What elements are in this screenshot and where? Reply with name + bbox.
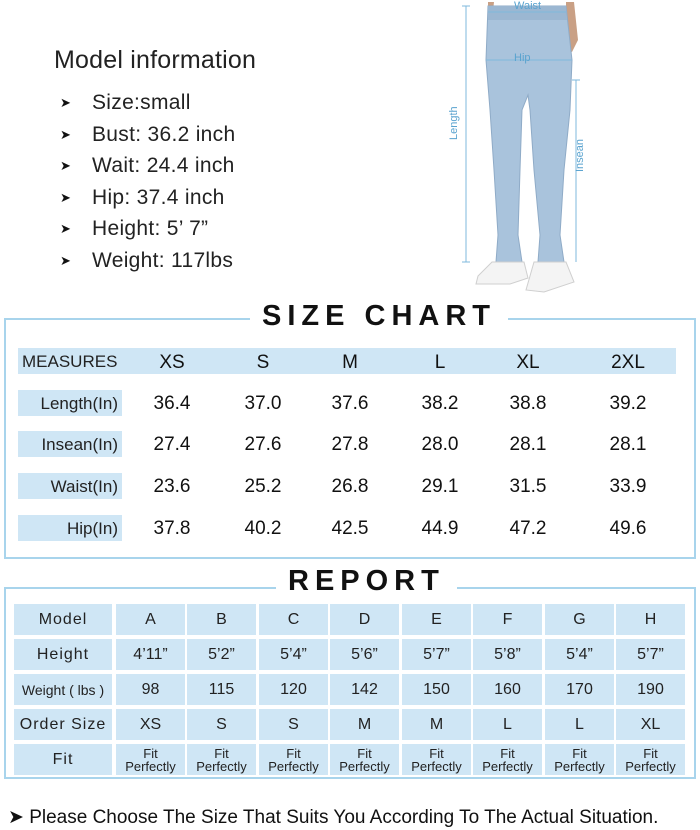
fit-line: Fit — [357, 745, 372, 761]
report-cell: D — [330, 604, 399, 635]
report-cell: H — [616, 604, 685, 635]
report-row-label: Model — [14, 604, 112, 635]
report-fit-cell — [187, 744, 256, 775]
model-info-item: ➤ Hip: 37.4 inch — [54, 182, 256, 214]
model-info-item: ➤ Bust: 36.2 inch — [54, 119, 256, 151]
size-chart-row-label: Hip(In) — [66, 519, 118, 538]
model-info-heading: Model information — [54, 46, 257, 74]
size-chart-row-label: Waist(In) — [50, 477, 118, 496]
report-fit-cell — [616, 744, 685, 775]
model-info-list — [54, 87, 256, 276]
size-chart-cell: 42.5 — [331, 518, 369, 539]
size-chart-cell: 27.6 — [244, 434, 282, 455]
model-info-item: ➤ Size:small — [54, 87, 256, 119]
fit-line: Perfectly — [625, 758, 676, 774]
size-chart-cell: 29.1 — [421, 476, 459, 497]
size-chart-header-size: M — [342, 352, 358, 373]
hip-label: Hip — [514, 52, 531, 64]
size-chart-cell: 38.8 — [509, 393, 547, 414]
size-chart-header-size: XS — [159, 352, 185, 373]
model-info-item: ➤ Wait: 24.4 inch — [54, 150, 256, 182]
size-chart-cell: 37.8 — [153, 518, 191, 539]
fit-line: Fit — [643, 745, 658, 761]
fit-line: Perfectly — [268, 758, 319, 774]
size-chart-header-size: L — [434, 352, 446, 373]
report-cell: 4’11” — [116, 639, 185, 670]
size-chart-header-size: XL — [516, 352, 540, 373]
report-fit-cell — [116, 744, 185, 775]
pants-shape — [486, 6, 572, 262]
insean-label: Insean — [574, 138, 586, 172]
report-cell: F — [473, 604, 542, 635]
footer-note: ➤ Please Choose The Size That Suits You According To The Actual Situation. — [8, 807, 659, 828]
right-shoe — [526, 262, 574, 292]
left-shoe — [476, 262, 528, 284]
size-chart-cell: 27.4 — [153, 434, 191, 455]
size-chart-cell: 33.9 — [609, 476, 647, 497]
report-cell: XL — [616, 709, 685, 740]
report-cell: 190 — [616, 674, 685, 705]
fit-line: Fit — [500, 745, 515, 761]
report-row-label: Height — [14, 639, 112, 670]
size-chart-cell: 28.1 — [609, 434, 647, 455]
report-cell: 5’4” — [259, 639, 328, 670]
report-cell: B — [187, 604, 256, 635]
report-cell: 5’4” — [545, 639, 614, 670]
report-cell: 5’7” — [402, 639, 471, 670]
report-cell: L — [545, 709, 614, 740]
fit-line: Perfectly — [125, 758, 176, 774]
fit-line: Perfectly — [411, 758, 462, 774]
report-cell: 5’6” — [330, 639, 399, 670]
model-information — [54, 46, 256, 276]
size-chart-header-size: S — [256, 352, 270, 373]
size-chart-cell: 23.6 — [153, 476, 191, 497]
size-chart-cell: 37.0 — [244, 393, 282, 414]
report-cell: L — [473, 709, 542, 740]
report-cell: XS — [116, 709, 185, 740]
fit-line: Fit — [143, 745, 158, 761]
size-chart-title: SIZE CHART — [250, 300, 508, 333]
report-fit-cell — [402, 744, 471, 775]
fit-line: Perfectly — [339, 758, 390, 774]
size-chart-cell: 47.2 — [509, 518, 547, 539]
fit-line: Perfectly — [196, 758, 247, 774]
arrowhead-right-icon: ➤ — [60, 126, 72, 142]
size-chart-cell: 37.6 — [331, 393, 369, 414]
report-cell: S — [187, 709, 256, 740]
waist-label: Waist — [514, 0, 542, 12]
size-chart-cell: 40.2 — [244, 518, 282, 539]
size-chart-cell: 27.8 — [331, 434, 369, 455]
arrowhead-right-icon: ➤ — [60, 221, 72, 236]
report-fit-cell — [473, 744, 542, 775]
arrowhead-right-icon: ➤ — [60, 252, 72, 268]
size-chart-cell: 26.8 — [331, 476, 369, 497]
fit-line: Perfectly — [482, 758, 533, 774]
report-cell: 115 — [187, 674, 256, 705]
report-row-label: Weight ( lbs ) — [14, 674, 112, 705]
fit-line: Fit — [286, 745, 301, 761]
report-cell: S — [259, 709, 328, 740]
report-cell: 5’7” — [616, 639, 685, 670]
report-cell: E — [402, 604, 471, 635]
report-fit-cell — [259, 744, 328, 775]
size-chart-cell: 39.2 — [609, 393, 647, 414]
report-row-label: Fit — [14, 744, 112, 775]
report-cell: 160 — [473, 674, 542, 705]
report-cell: 142 — [330, 674, 399, 705]
fit-line: Fit — [572, 745, 587, 761]
length-label: Length — [448, 106, 460, 140]
size-chart-cell: 31.5 — [509, 476, 547, 497]
report-cell: 5’2” — [187, 639, 256, 670]
report-cell: 98 — [116, 674, 185, 705]
size-chart-row-label: Insean(In) — [41, 435, 118, 454]
report-cell: M — [330, 709, 399, 740]
size-chart-cell: 36.4 — [153, 393, 191, 414]
report-cell: 120 — [259, 674, 328, 705]
arrowhead-right-icon: ➤ — [60, 189, 72, 205]
model-info-item: ➤ Weight: 117lbs — [54, 245, 256, 277]
report-fit-cell — [330, 744, 399, 775]
size-chart-header-size: 2XL — [611, 352, 645, 373]
size-chart-row-label: Length(In) — [40, 394, 118, 413]
report-fit-cell — [545, 744, 614, 775]
size-chart-cell: 28.1 — [509, 434, 547, 455]
size-chart-header-measures: MEASURES — [22, 352, 118, 371]
arrowhead-right-icon: ➤ — [60, 95, 72, 110]
report-cell: C — [259, 604, 328, 635]
report-cell: 150 — [402, 674, 471, 705]
report-cell: 170 — [545, 674, 614, 705]
report-cell: A — [116, 604, 185, 635]
report-cell: M — [402, 709, 471, 740]
size-chart-cell: 44.9 — [421, 518, 459, 539]
arrowhead-right-icon: ➤ — [60, 158, 72, 173]
size-chart-cell: 49.6 — [609, 518, 647, 539]
size-chart-cell: 38.2 — [421, 393, 459, 414]
pants-illustration — [448, 0, 598, 300]
report-row-label: Order Size — [14, 709, 112, 740]
fit-line: Fit — [214, 745, 229, 761]
model-info-item: ➤ Height: 5’ 7” — [54, 213, 256, 245]
size-chart-cell: 25.2 — [244, 476, 282, 497]
report-title: REPORT — [276, 565, 457, 598]
report-cell: 5’8” — [473, 639, 542, 670]
fit-line: Fit — [429, 745, 444, 761]
size-chart-cell: 28.0 — [421, 434, 459, 455]
report-cell: G — [545, 604, 614, 635]
fit-line: Perfectly — [554, 758, 605, 774]
